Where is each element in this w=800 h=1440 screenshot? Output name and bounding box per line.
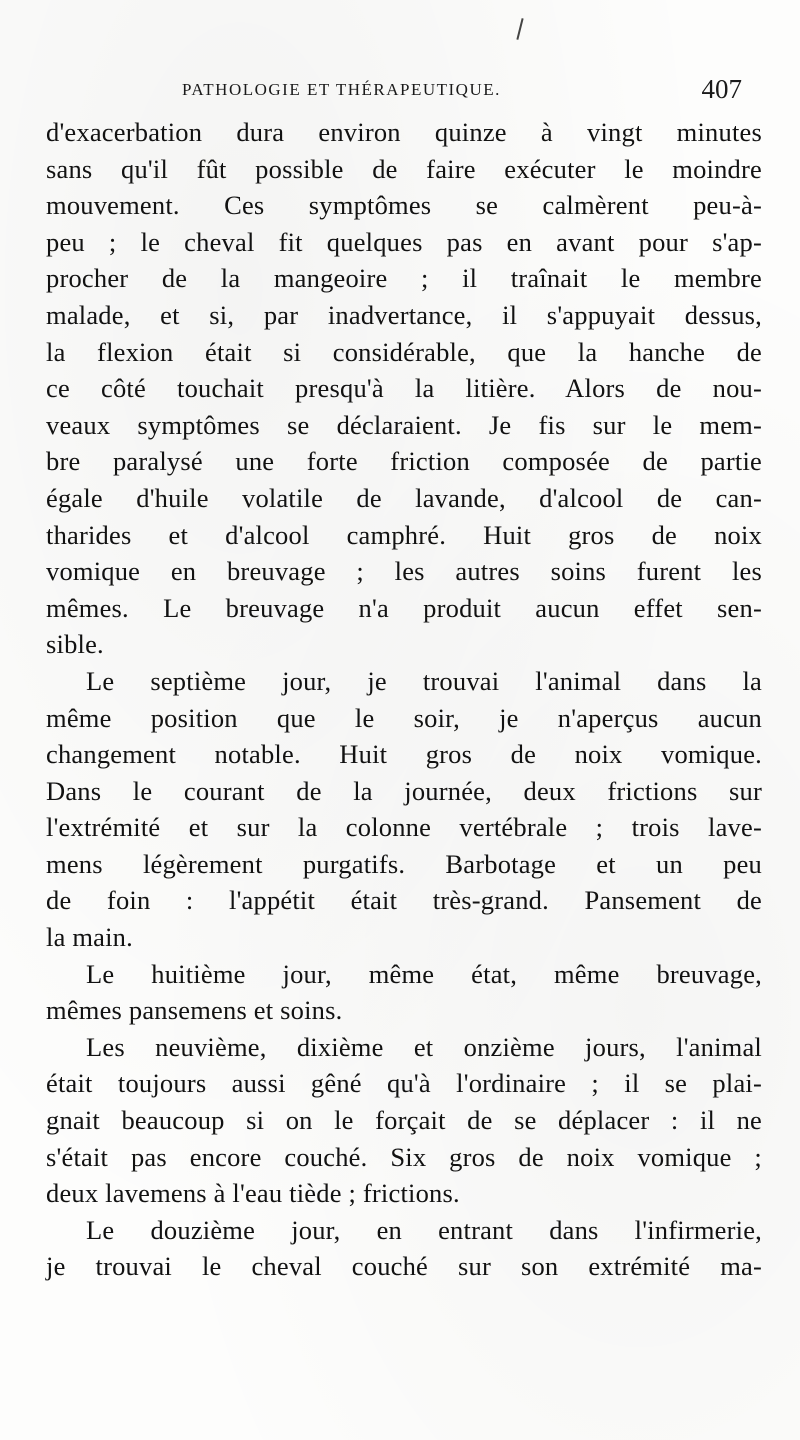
text-line: mêmes. Le breuvage n'a produit aucun effet sen- (46, 592, 762, 623)
text-line: Les neuvième, dixième et onzième jours, l'animal (86, 1031, 762, 1062)
text-line: sible. (46, 629, 104, 660)
text-line: égale d'huile volatile de lavande, d'alcool de can- (46, 482, 762, 513)
text-line: veaux symptômes se déclaraient. Je fis sur le mem- (46, 409, 762, 440)
text-line: vomique en breuvage ; les autres soins furent les (46, 556, 762, 587)
text-line: je trouvai le cheval couché sur son extrémité ma- (46, 1251, 762, 1282)
text-line: peu ; le cheval fit quelques pas en avant pour s'ap- (46, 226, 762, 257)
text-line: de foin : l'appétit était très-grand. Pansement de (46, 885, 762, 916)
text-line: Dans le courant de la journée, deux frictions sur (46, 775, 762, 806)
text-line: Le septième jour, je trouvai l'animal dans la (86, 665, 762, 696)
text-line: Le douzième jour, en entrant dans l'infirmerie, (86, 1214, 762, 1245)
text-line: mouvement. Ces symptômes se calmèrent peu-à- (46, 190, 762, 221)
text-line: d'exacerbation dura environ quinze à vingt minutes (46, 117, 762, 147)
text-line: mêmes pansemens et soins. (46, 995, 343, 1026)
text-line: mens légèrement purgatifs. Barbotage et un peu (46, 848, 762, 879)
text-line: malade, et si, par inadvertance, il s'appuyait dessus, (46, 299, 762, 330)
text-line: ce côté touchait presqu'à la litière. Alors de nou- (46, 373, 762, 404)
text-line: bre paralysé une forte friction composée de partie (46, 446, 762, 477)
text-line: changement notable. Huit gros de noix vomique. (46, 739, 762, 770)
body-text (46, 114, 762, 1285)
text-line: l'extrémité et sur la colonne vertébrale ; trois lave- (46, 812, 762, 843)
text-line: la main. (46, 922, 133, 953)
text-line: même position que le soir, je n'aperçus aucun (46, 702, 762, 733)
page-number: 407 (701, 74, 742, 104)
text-line: tharides et d'alcool camphré. Huit gros de noix (46, 519, 762, 550)
text-line: sans qu'il fût possible de faire exécuter le moindre (46, 153, 762, 184)
text-line: procher de la mangeoire ; il traînait le membre (46, 263, 762, 294)
text-line: la flexion était si considérable, que la hanche de (46, 336, 762, 367)
ink-mark (516, 18, 523, 40)
running-title: PATHOLOGIE ET THÉRAPEUTIQUE. (182, 80, 501, 99)
running-head (182, 74, 742, 104)
text-line: deux lavemens à l'eau tiède ; frictions. (46, 1178, 460, 1209)
text-line: gnait beaucoup si on le forçait de se déplacer : il ne (46, 1105, 762, 1136)
text-line: était toujours aussi gêné qu'à l'ordinaire ; il se plai- (46, 1068, 762, 1099)
text-line: s'était pas encore couché. Six gros de noix vomique ; (46, 1141, 762, 1172)
text-line: Le huitième jour, même état, même breuvage, (86, 958, 762, 989)
